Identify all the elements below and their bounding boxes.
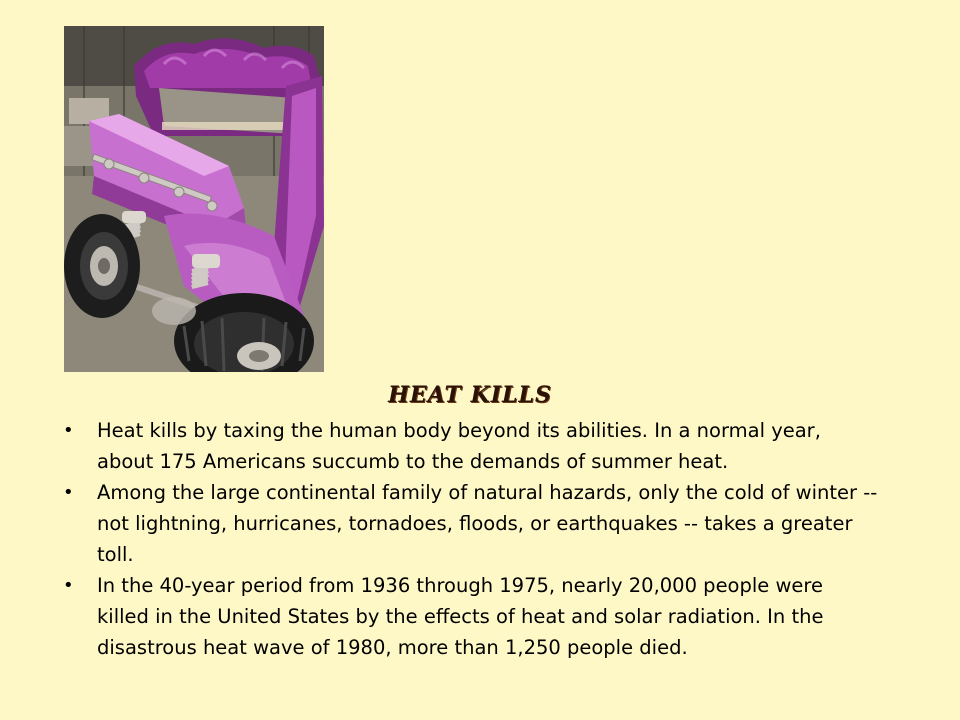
bullet-item [60, 477, 880, 570]
bullet-list [60, 415, 880, 663]
bullet-text: In the 40-year period from 1936 through 1975, nearly 20,000 people were killed in the United States by the effects of heat and solar radiation. In the disastrous heat wave of 1980, more than 1,250 people died. [97, 574, 824, 659]
bullet-item [60, 570, 880, 663]
bullet-text: Heat kills by taxing the human body beyond its abilities. In a normal year, about 175 Americans succumb to the demands of summer heat. [97, 419, 821, 473]
bullet-item [60, 415, 880, 477]
bullet-icon: • [63, 482, 74, 503]
casket-hot-rod-photo [64, 26, 324, 372]
bullet-icon: • [63, 575, 74, 596]
bullet-icon: • [63, 420, 74, 441]
casket-hot-rod-image [64, 26, 324, 372]
slide-title: HEAT KILLS [388, 382, 552, 408]
bullet-text: Among the large continental family of natural hazards, only the cold of winter -- not lightning, hurricanes, tornadoes, floods, or earthquakes -- takes a greater toll. [97, 481, 878, 566]
